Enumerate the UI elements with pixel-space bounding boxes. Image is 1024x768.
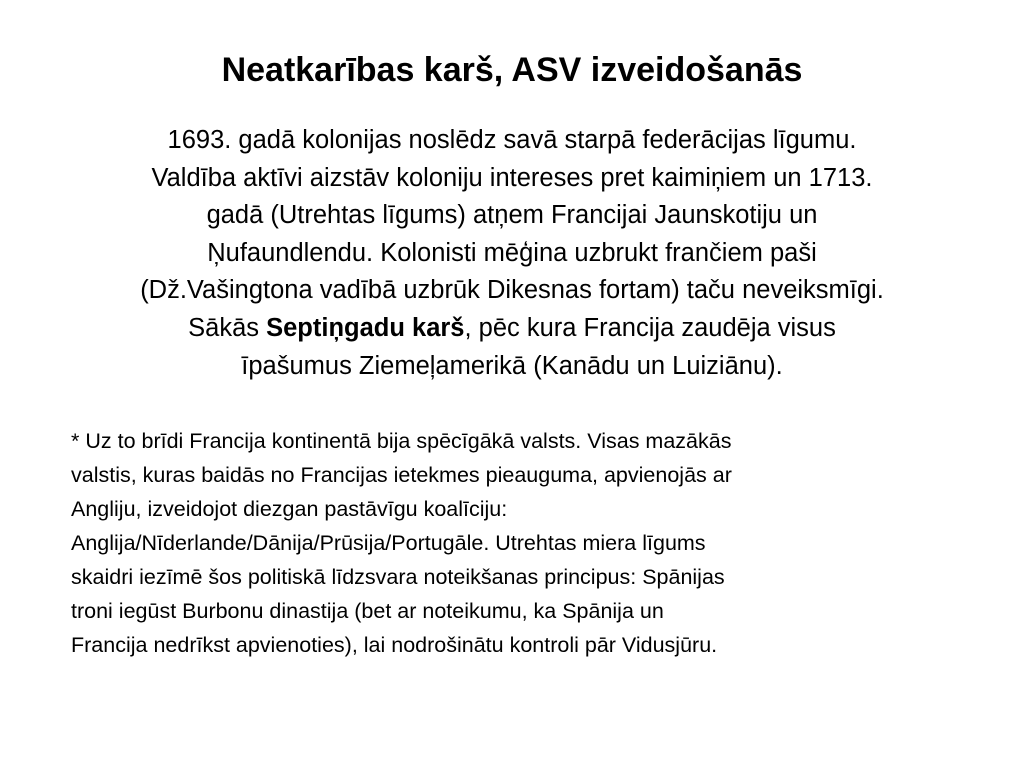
slide-title: Neatkarības karš, ASV izveidošanās	[221, 51, 803, 89]
footnote-paragraph	[71, 424, 971, 662]
footnote-line: valstis, kuras baidās no Francijas ietekmes pieauguma, apvienojās ar	[71, 463, 732, 487]
main-line: gadā (Utrehtas līgums) atņem Francijai Jaunskotiju un	[206, 201, 818, 230]
main-line: 1693. gadā kolonijas noslēdz savā starpā federācijas līgumu.	[167, 126, 857, 154]
main-line: (Dž.Vašingtona vadībā uzbrūk Dikesnas fortam) taču neveiksmīgi.	[140, 276, 884, 305]
footnote-line: Francija nedrīkst apvienoties), lai nodrošinātu kontroli pār Vidusjūru.	[71, 633, 718, 657]
footnote-line: skaidri iezīmē šos politiskā līdzsvara noteikšanas principus: Spānijas	[71, 565, 725, 589]
main-paragraph	[30, 122, 994, 385]
bold-term-seven-years-war: Septiņgadu karš	[266, 313, 465, 342]
main-line: Valdība aktīvi aizstāv koloniju intereses pret kaimiņiem un 1713.	[151, 163, 873, 192]
footnote-line: troni iegūst Burbonu dinastija (bet ar noteikumu, ka Spānija un	[71, 599, 664, 623]
footnote-line: * Uz to brīdi Francija kontinentā bija spēcīgākā valsts. Visas mazākās	[71, 429, 732, 453]
main-line-segment: Sākās	[188, 313, 267, 342]
footnote-line: Angliju, izveidojot diezgan pastāvīgu koalīciju:	[71, 497, 508, 521]
main-line: Ņufaundlendu. Kolonisti mēģina uzbrukt frančiem paši	[207, 238, 817, 267]
main-line: īpašumus Ziemeļamerikā (Kanādu un Luiziānu).	[241, 351, 783, 380]
main-line-segment: , pēc kura Francija zaudēja visus	[464, 313, 836, 342]
footnote-line: Anglija/Nīderlande/Dānija/Prūsija/Portugāle. Utrehtas miera līgums	[71, 531, 706, 555]
main-line	[30, 310, 994, 348]
